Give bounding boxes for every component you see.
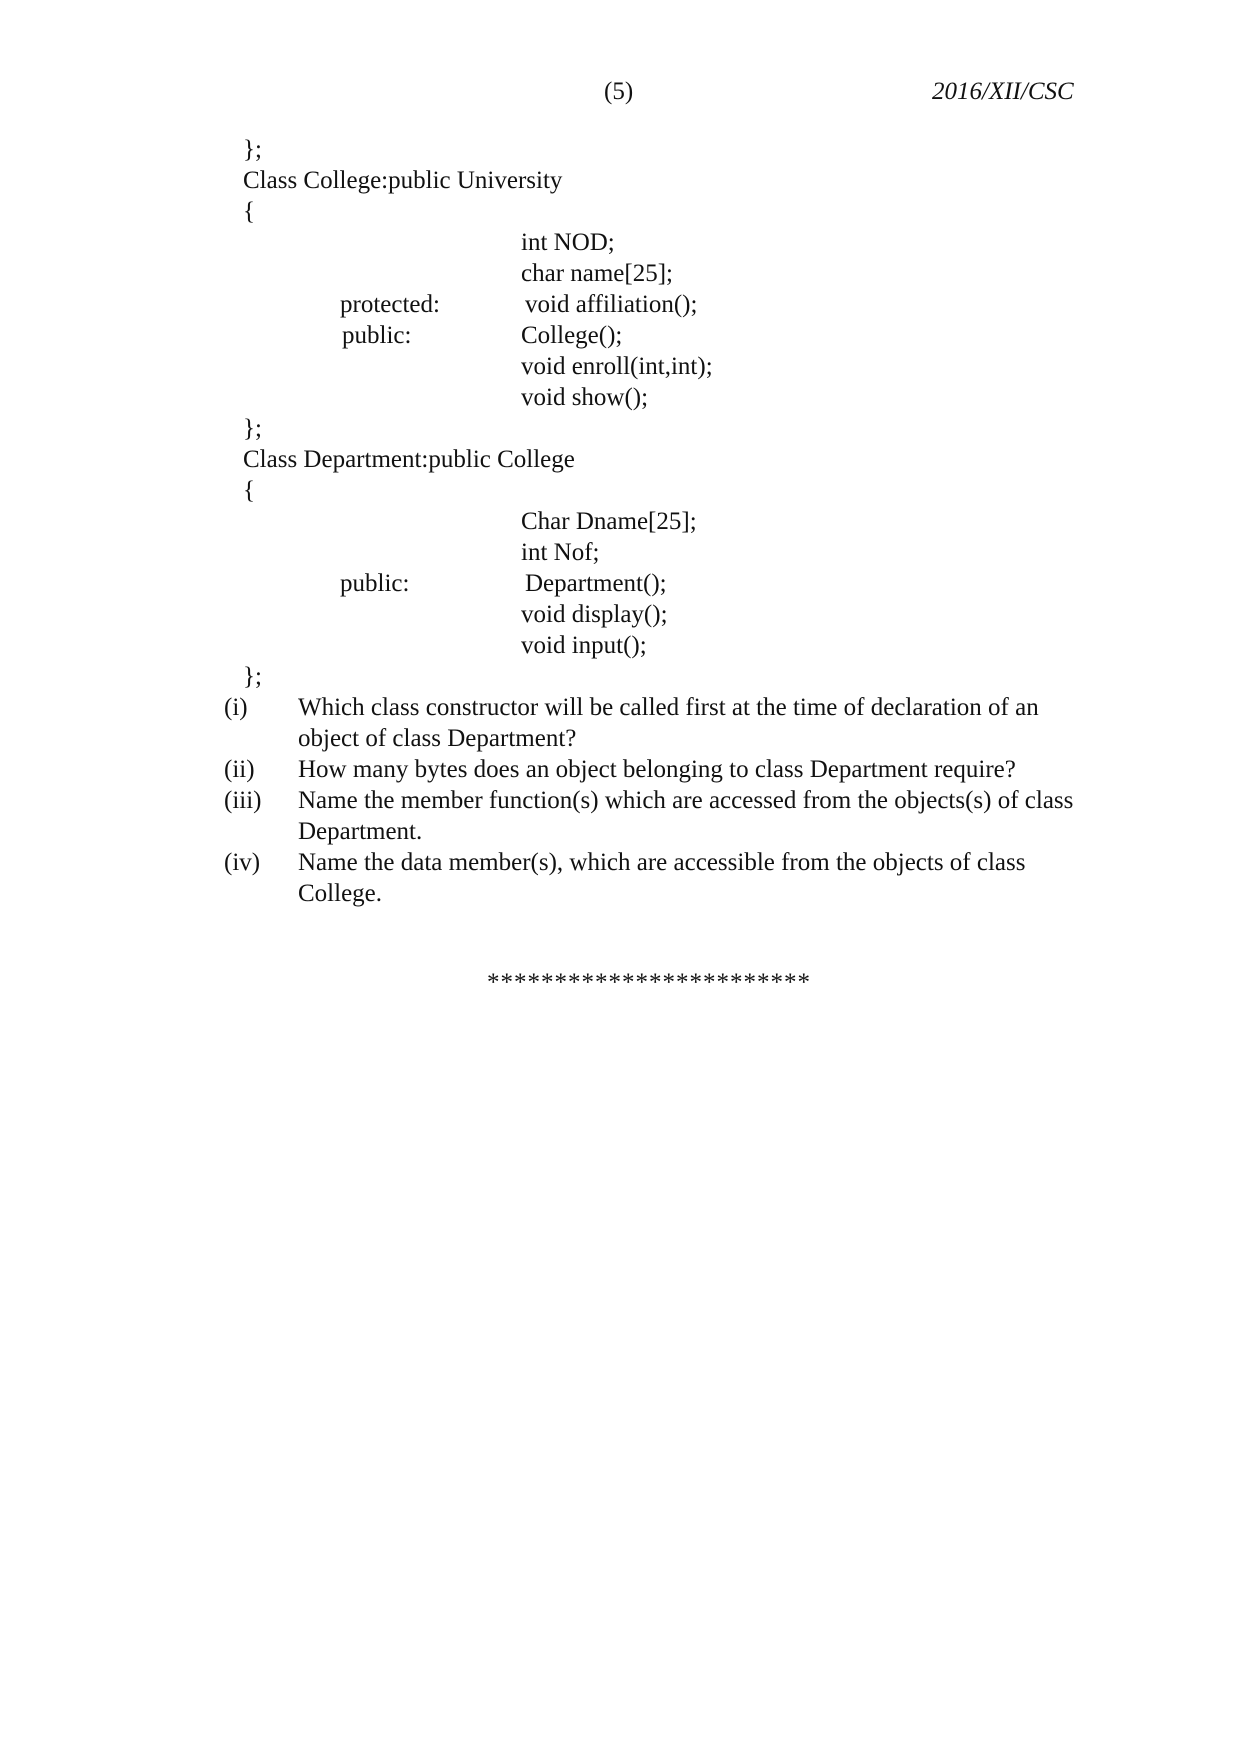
class-declaration-department: Class Department:public College	[243, 446, 575, 473]
code-member: char name[25];	[521, 260, 674, 287]
question-number: (iii)	[224, 787, 262, 814]
code-member: void affiliation();	[525, 291, 698, 318]
code-member: void enroll(int,int);	[521, 353, 713, 380]
code-member: College();	[521, 322, 623, 349]
code-member: Department();	[525, 570, 667, 597]
access-label: public:	[342, 322, 412, 349]
code-line: };	[243, 663, 262, 690]
question-number: (i)	[224, 694, 248, 721]
code-member: void input();	[521, 632, 647, 659]
code-line: {	[243, 198, 255, 225]
code-line: };	[243, 136, 262, 163]
access-label: public:	[340, 570, 410, 597]
question-text: Which class constructor will be called first at the time of declaration of an object of class Department?	[298, 694, 1039, 752]
code-line: };	[243, 415, 262, 442]
code-member: int Nof;	[521, 539, 600, 566]
code-member: void display();	[521, 601, 668, 628]
code-member: Char Dname[25];	[521, 508, 697, 535]
class-declaration-college: Class College:public University	[243, 167, 563, 194]
code-member: int NOD;	[521, 229, 615, 256]
paper-code: 2016/XII/CSC	[932, 78, 1074, 105]
code-member: void show();	[521, 384, 649, 411]
question-text: How many bytes does an object belonging to class Department require?	[298, 756, 1016, 783]
end-of-paper-marker: ************************	[487, 969, 811, 996]
access-label: protected:	[340, 291, 440, 318]
question-number: (ii)	[224, 756, 255, 783]
question-number: (iv)	[224, 849, 261, 876]
page-number: (5)	[604, 78, 634, 105]
question-text: Name the member function(s) which are accessed from the objects(s) of class Department.	[298, 787, 1074, 845]
code-line: {	[243, 477, 255, 504]
question-text: Name the data member(s), which are accessible from the objects of class College.	[298, 849, 1026, 907]
